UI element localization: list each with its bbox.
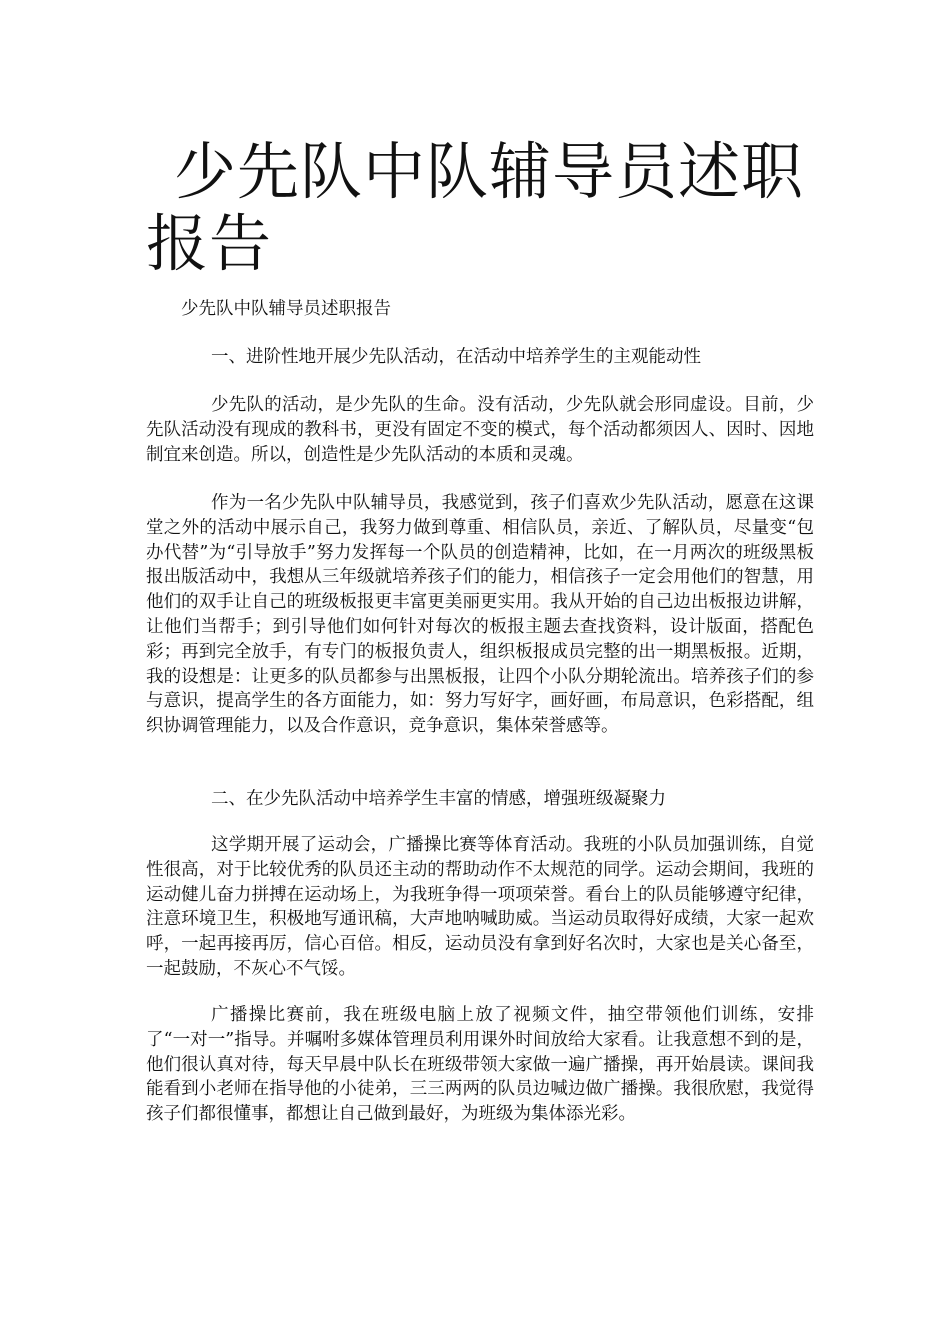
section-2-heading: 二、在少先队活动中培养学生丰富的情感，增强班级凝聚力 [211,789,666,809]
section-1-heading: 一、进阶性地开展少先队活动，在活动中培养学生的主观能动性 [211,347,701,367]
document-title: 少先队中队辅导员述职报告 [146,135,805,280]
paragraph-1: 少先队的活动，是少先队的生命。没有活动，少先队就会形同虚设。目前，少先队活动没有现成的教科书，更没有固定不变的模式，每个活动都须因人、因时、因地制宜来创造。所以，创造性是少先队活动的本质和灵魂。 [146,395,814,465]
paragraph-3: 这学期开展了运动会，广播操比赛等体育活动。我班的小队员加强训练，自觉性很高，对于比较优秀的队员还主动的帮助动作不太规范的同学。运动会期间，我班的运动健儿奋力拼搏在运动场上，为我班争得一项项荣誉。看台上的队员能够遵守纪律，注意环境卫生，积极地写通讯稿，大声地呐喊助威。当运动员取得好成绩，大家一起欢呼，一起再接再厉，信心百倍。相反，运动员没有拿到好名次时，大家也是关心备至，一起鼓励，不灰心不气馁。 [146,835,814,979]
paragraph-4: 广播操比赛前，我在班级电脑上放了视频文件，抽空带领他们训练，安排了“一对一”指导。并嘱咐多媒体管理员利用课外时间放给大家看。让我意想不到的是，他们很认真对待，每天早晨中队长在班级带领大家做一遍广播操，再开始晨读。课间我能看到小老师在指导他的小徒弟，三三两两的队员边喊边做广播操。我很欣慰，我觉得孩子们都很懂事，都想让自己做到最好，为班级为集体添光彩。 [146,1005,814,1125]
paragraph-2: 作为一名少先队中队辅导员，我感觉到，孩子们喜欢少先队活动，愿意在这课堂之外的活动中展示自己，我努力做到尊重、相信队员，亲近、了解队员，尽量变“包办代替”为“引导放手”努力发挥每一个队员的创造精神，比如，在一月两次的班级黑板报出版活动中，我想从三年级就培养孩子们的能力，相信孩子一定会用他们的智慧，用他们的双手让自己的班级板报更丰富更美丽更实用。我从开始的自己边出板报边讲解，让他们当帮手；到引导他们如何针对每次的板报主题去查找资料，设计版面，搭配色彩；再到完全放手，有专门的板报负责人，组织板报成员完整的出一期黑板报。近期，我的设想是：让更多的队员都参与出黑板报，让四个小队分期轮流出。培养孩子们的参与意识，提高学生的各方面能力，如：努力写好字，画好画，布局意识，色彩搭配，组织协调管理能力，以及合作意识，竞争意识，集体荣誉感等。 [146,493,814,737]
document-subtitle: 少先队中队辅导员述职报告 [181,299,391,319]
